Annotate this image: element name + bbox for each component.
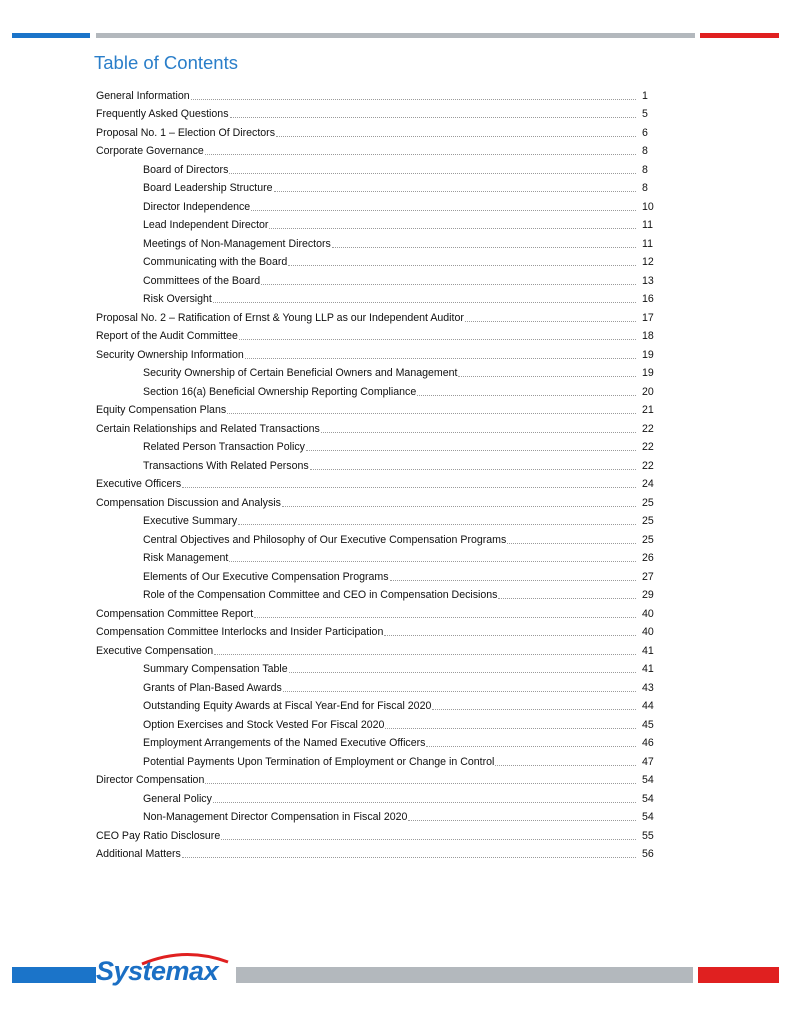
toc-page-number: 40 [642,626,654,638]
toc-page-number: 11 [642,219,653,231]
footer-blue-bar [12,967,96,983]
dot-leader [289,671,636,673]
toc-entry[interactable] [96,103,656,122]
toc-entry-title: Related Person Transaction Policy [143,441,305,453]
toc-entry-title: Security Ownership Information [96,348,244,361]
toc-entry-title: CEO Pay Ratio Disclosure [96,829,221,842]
logo-text: Systemax [96,956,219,986]
footer-red-bar [698,967,779,983]
toc-page-number: 25 [642,496,654,509]
toc-subentry[interactable] [96,158,656,177]
header-red-bar [700,33,779,38]
toc-entry-title: Employment Arrangements of the Named Executive Officers [143,737,426,749]
toc-entry-title: Meetings of Non-Management Directors [143,237,331,250]
systemax-logo [96,952,232,992]
toc-subentry[interactable] [96,676,656,695]
toc-page-number: 56 [642,848,654,860]
toc-page-number: 20 [642,385,654,398]
toc-entry-title: General Policy [143,792,212,805]
toc-entry-title: Proposal No. 1 – Election Of Directors [96,126,275,139]
toc-entry-title: Proposal No. 2 – Ratification of Ernst & Young LLP as our Independent Auditor [96,311,464,324]
toc-page-number: 17 [642,311,654,324]
toc-subentry[interactable] [96,713,656,732]
toc-subentry[interactable] [96,547,656,566]
toc-entry-title: Compensation Committee Report [96,607,254,620]
dot-leader [213,301,636,303]
footer-gray-bar [236,967,693,983]
toc-page-number: 44 [642,700,654,712]
dot-leader [229,560,636,562]
toc-entry-title: Summary Compensation Table [143,663,288,675]
dot-leader [213,801,636,803]
dot-leader [214,653,636,655]
toc-entry-title: Potential Payments Upon Termination of Employment or Change in Control [143,755,495,768]
dot-leader [507,542,636,544]
toc-page-number: 18 [642,330,654,342]
toc-entry[interactable] [96,473,656,492]
toc-entry-title: Executive Compensation [96,644,214,657]
toc-entry-title: Communicating with the Board [143,256,288,268]
toc-entry-title: Section 16(a) Beneficial Ownership Reporting Compliance [143,385,417,398]
toc-subentry[interactable] [96,695,656,714]
toc-page-number: 47 [642,755,654,768]
toc-subentry[interactable] [96,436,656,455]
toc-entry[interactable] [96,621,656,640]
toc-entry[interactable] [96,824,656,843]
dot-leader [205,782,636,784]
toc-page-number: 26 [642,552,654,564]
toc-page-number: 46 [642,737,654,749]
toc-page-number: 10 [642,200,654,213]
toc-subentry[interactable] [96,380,656,399]
toc-entry-title: Security Ownership of Certain Beneficial Owners and Management [143,367,458,379]
toc-page-number: 41 [642,644,654,657]
toc-entry-title: Corporate Governance [96,145,204,157]
toc-page-number: 22 [642,422,654,435]
dot-leader [283,690,636,692]
toc-page-number: 54 [642,792,654,805]
toc-entry-title: Director Compensation [96,774,205,786]
toc-subentry[interactable] [96,269,656,288]
toc-entry-title: Transactions With Related Persons [143,459,309,472]
toc-page-number: 19 [642,348,654,361]
toc-entry-title: Non-Management Director Compensation in Fiscal 2020 [143,811,408,823]
dot-leader [205,153,636,155]
toc-page-number: 12 [642,256,654,268]
toc-page-number: 54 [642,811,654,823]
toc-entry-title: Central Objectives and Philosophy of Our Executive Compensation Programs [143,533,507,546]
toc-subentry[interactable] [96,288,656,307]
toc-entry[interactable] [96,343,656,362]
toc-entry-title: Role of the Compensation Committee and CEO in Compensation Decisions [143,589,498,601]
toc-page-number: 5 [642,108,648,120]
toc-subentry[interactable] [96,214,656,233]
toc-subentry[interactable] [96,787,656,806]
toc-entry-title: Risk Management [143,552,229,564]
dot-leader [238,523,636,525]
dot-leader [390,579,636,581]
dot-leader [432,708,636,710]
dot-leader [417,394,636,396]
toc-entry[interactable] [96,843,656,862]
toc-page-number: 54 [642,774,654,786]
toc-page-number: 1 [642,89,648,102]
dot-leader [269,227,636,229]
table-of-contents [96,84,656,861]
toc-subentry[interactable] [96,658,656,677]
toc-entry-title: Equity Compensation Plans [96,404,227,416]
toc-subentry[interactable] [96,177,656,196]
toc-entry-title: General Information [96,89,190,102]
toc-entry-title: Report of the Audit Committee [96,330,238,342]
toc-page-number: 8 [642,182,648,194]
toc-subentry[interactable] [96,528,656,547]
toc-entry-title: Additional Matters [96,848,181,860]
dot-leader [426,745,636,747]
toc-subentry[interactable] [96,362,656,381]
toc-subentry[interactable] [96,454,656,473]
toc-page-number: 16 [642,293,654,305]
toc-entry-title: Board of Directors [143,163,229,176]
dot-leader [182,486,636,488]
dot-leader [385,727,636,729]
dot-leader [221,838,636,840]
toc-subentry[interactable] [96,565,656,584]
toc-entry-title: Grants of Plan-Based Awards [143,681,282,694]
toc-entry[interactable] [96,306,656,325]
toc-entry-title: Committees of the Board [143,274,261,287]
toc-entry[interactable] [96,140,656,159]
toc-entry-title: Executive Summary [143,515,238,527]
dot-leader [227,412,636,414]
dot-leader [261,283,636,285]
toc-subentry[interactable] [96,750,656,769]
toc-page-number: 40 [642,607,654,620]
toc-page-number: 11 [642,237,653,250]
dot-leader [229,172,636,174]
toc-entry-title: Compensation Discussion and Analysis [96,496,281,509]
toc-page-number: 27 [642,570,654,583]
dot-leader [191,98,636,100]
toc-entry[interactable] [96,769,656,788]
toc-subentry[interactable] [96,584,656,603]
dot-leader [498,597,636,599]
toc-entry[interactable] [96,399,656,418]
dot-leader [332,246,636,248]
toc-entry-title: Outstanding Equity Awards at Fiscal Year-End for Fiscal 2020 [143,700,432,712]
toc-page-number: 22 [642,441,654,453]
toc-entry[interactable] [96,121,656,140]
toc-subentry[interactable] [96,195,656,214]
toc-page-number: 13 [642,274,654,287]
toc-entry[interactable] [96,417,656,436]
dot-leader [239,338,636,340]
toc-page-number: 41 [642,663,654,675]
toc-entry[interactable] [96,84,656,103]
header-blue-bar [12,33,90,38]
toc-entry-title: Frequently Asked Questions [96,108,229,120]
toc-page-number: 45 [642,718,654,731]
dot-leader [306,449,636,451]
toc-subentry[interactable] [96,806,656,825]
toc-entry[interactable] [96,639,656,658]
toc-page-number: 21 [642,404,654,416]
dot-leader [254,616,636,618]
toc-page-number: 6 [642,126,648,139]
toc-page-number: 25 [642,515,654,527]
dot-leader [245,357,636,359]
toc-entry[interactable] [96,602,656,621]
toc-subentry[interactable] [96,232,656,251]
toc-page-number: 55 [642,829,654,842]
dot-leader [276,135,636,137]
dot-leader [251,209,636,211]
toc-entry[interactable] [96,325,656,344]
toc-page-number: 25 [642,533,654,546]
dot-leader [282,505,636,507]
dot-leader [288,264,636,266]
page-title: Table of Contents [94,52,238,73]
dot-leader [310,468,636,470]
toc-page-number: 24 [642,478,654,490]
dot-leader [182,856,636,858]
toc-entry-title: Lead Independent Director [143,219,269,231]
dot-leader [321,431,636,433]
toc-entry-title: Elements of Our Executive Compensation Programs [143,570,389,583]
toc-page-number: 8 [642,145,648,157]
toc-entry-title: Board Leadership Structure [143,182,273,194]
toc-page-number: 19 [642,367,654,379]
dot-leader [274,190,636,192]
header-gray-bar [96,33,695,38]
dot-leader [458,375,636,377]
toc-subentry[interactable] [96,251,656,270]
toc-entry-title: Director Independence [143,200,251,213]
dot-leader [230,116,637,118]
toc-page-number: 43 [642,681,654,694]
toc-entry[interactable] [96,491,656,510]
toc-entry-title: Executive Officers [96,478,182,490]
toc-page-number: 29 [642,589,654,601]
dot-leader [408,819,636,821]
toc-entry-title: Compensation Committee Interlocks and Insider Participation [96,626,384,638]
toc-entry-title: Option Exercises and Stock Vested For Fiscal 2020 [143,718,385,731]
dot-leader [465,320,636,322]
toc-entry-title: Risk Oversight [143,293,212,305]
toc-page-number: 22 [642,459,654,472]
toc-subentry[interactable] [96,732,656,751]
toc-entry-title: Certain Relationships and Related Transactions [96,422,320,435]
toc-subentry[interactable] [96,510,656,529]
dot-leader [495,764,636,766]
toc-page-number: 8 [642,163,648,176]
dot-leader [384,634,636,636]
